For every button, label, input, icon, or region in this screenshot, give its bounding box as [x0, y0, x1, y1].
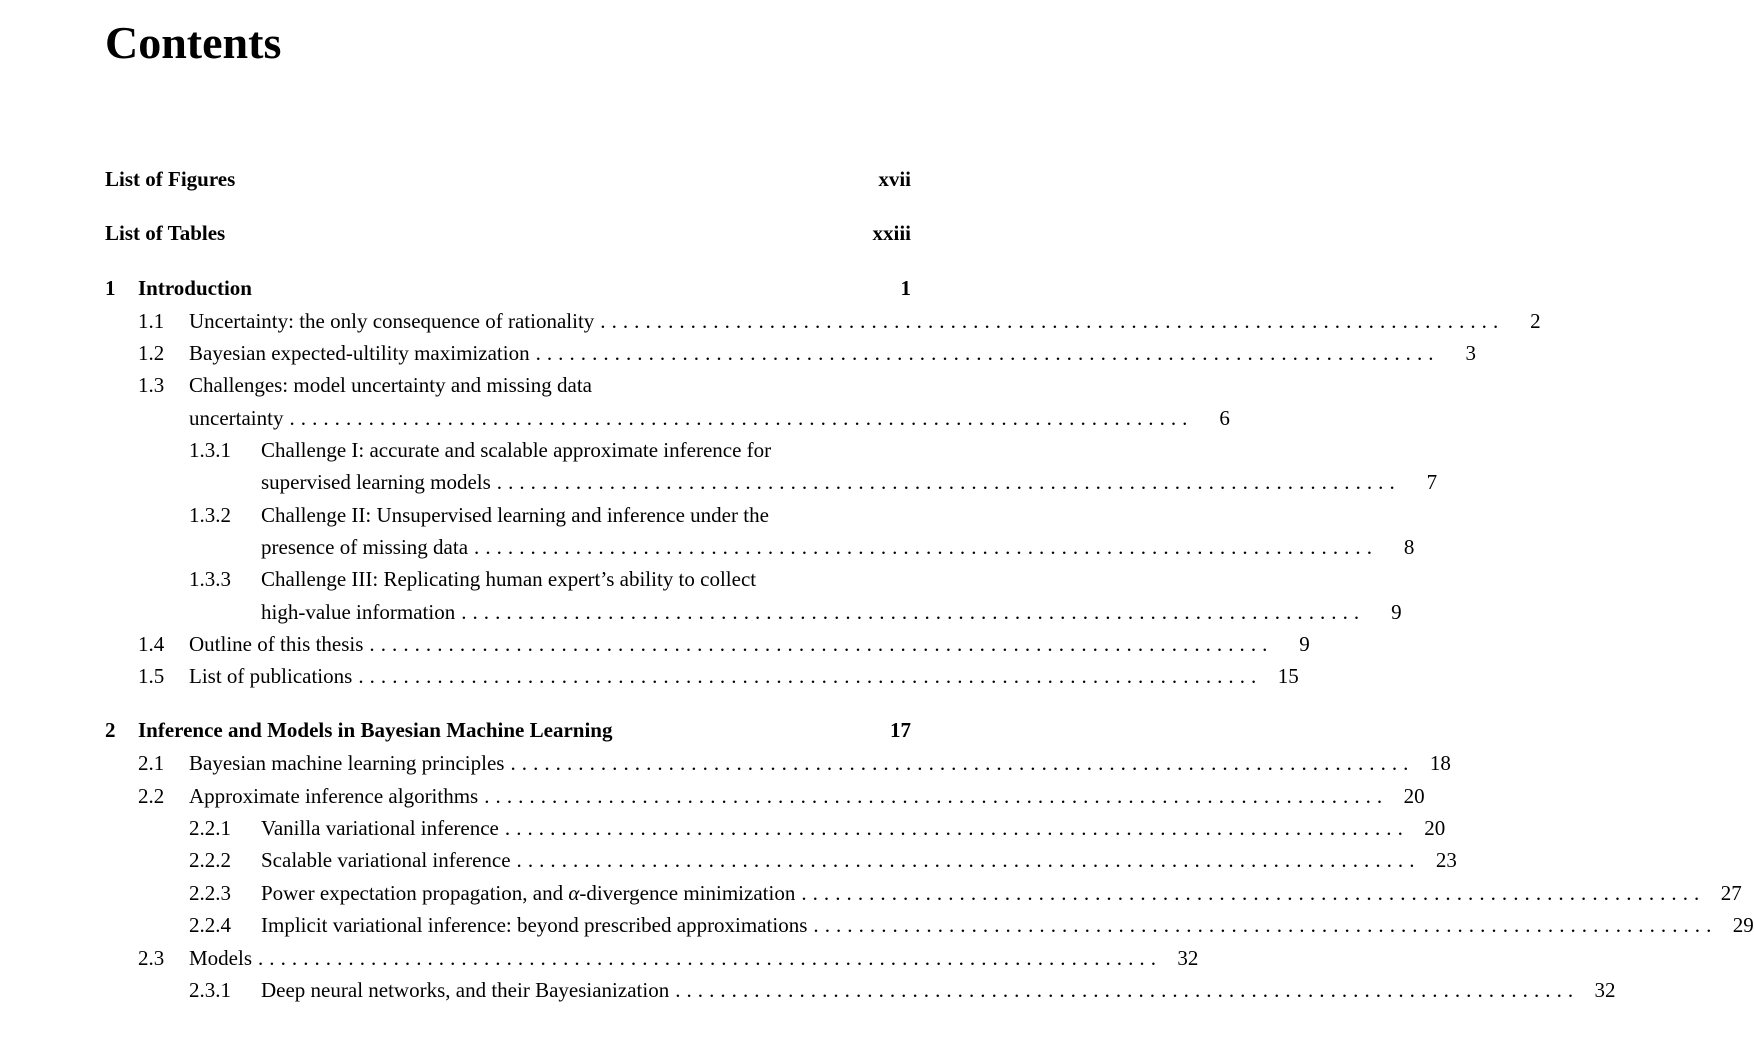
toc-subsection-2-2-3[interactable]	[189, 878, 1742, 908]
toc-section-1-2[interactable]	[138, 338, 1476, 368]
dot-leader: . . . . . . . . . . . . . . . . . . . . . . . . . . . . . . . . . . . . . . . . . . . . . . . . . . . . . . . . . . . . . . . . . . . . . . . . . . . . . . . .	[369, 632, 1268, 656]
dot-leader: . . . . . . . . . . . . . . . . . . . . . . . . . . . . . . . . . . . . . . . . . . . . . . . . . . . . . . . . . . . . . . . . . . . . . . . . . . . . . . . .	[801, 881, 1700, 905]
dot-leader: . . . . . . . . . . . . . . . . . . . . . . . . . . . . . . . . . . . . . . . . . . . . . . . . . . . . . . . . . . . . . . . . . . . . . . . . . . . . . . . .	[813, 913, 1712, 937]
section-number: 2.2	[138, 784, 165, 808]
section-number: 1.5	[138, 664, 165, 688]
dot-leader: . . . . . . . . . . . . . . . . . . . . . . . . . . . . . . . . . . . . . . . . . . . . . . . . . . . . . . . . . . . . . . . . . . . . . . . . . . . . . . . .	[358, 664, 1257, 688]
toc-subsection-2-2-1[interactable]	[189, 813, 1446, 843]
section-title: List of publications	[189, 664, 353, 688]
section-page: 15	[1277, 664, 1299, 688]
toc-entry-list-of-figures[interactable]	[105, 164, 911, 194]
toc-entry-page: xvii	[878, 167, 911, 191]
dot-leader: . . . . . . . . . . . . . . . . . . . . . . . . . . . . . . . . . . . . . . . . . . . . . . . . . . . . . . . . . . . . . . . . . . . . . . . . . . . . . . . .	[258, 946, 1157, 970]
section-page: 6	[1219, 406, 1230, 430]
dot-leader: . . . . . . . . . . . . . . . . . . . . . . . . . . . . . . . . . . . . . . . . . . . . . . . . . . . . . . . . . . . . . . . . . . . . . . . . . . . . . . . .	[461, 600, 1360, 624]
toc-section-2-2[interactable]	[138, 781, 1425, 811]
toc-section-1-3[interactable]	[138, 370, 911, 400]
dot-leader: . . . . . . . . . . . . . . . . . . . . . . . . . . . . . . . . . . . . . . . . . . . . . . . . . . . . . . . . . . . . . . . . . . . . . . . . . . . . . . . .	[675, 978, 1574, 1002]
toc-subsection-1-3-3[interactable]	[189, 564, 911, 594]
subsection-page: 8	[1403, 535, 1415, 559]
toc-subsection-1-3-1[interactable]	[189, 435, 911, 465]
subsection-page: 29	[1732, 913, 1754, 937]
dot-leader: . . . . . . . . . . . . . . . . . . . . . . . . . . . . . . . . . . . . . . . . . . . . . . . . . . . . . . . . . . . . . . . . . . . . . . . . . . . . . . . .	[484, 784, 1383, 808]
subsection-number: 1.3.1	[189, 438, 231, 462]
subsection-title: Implicit variational inference: beyond prescribed approximations	[261, 913, 808, 937]
toc-section-1-4[interactable]	[138, 629, 1310, 659]
dot-leader: . . . . . . . . . . . . . . . . . . . . . . . . . . . . . . . . . . . . . . . . . . . . . . . . . . . . . . . . . . . . . . . . . . . . . . . . . . . . . . . .	[600, 309, 1499, 333]
section-page: 20	[1403, 784, 1425, 808]
toc-entry-list-of-tables[interactable]	[105, 218, 911, 248]
toc-entry-title: List of Tables	[105, 221, 226, 245]
chapter-page: 1	[900, 276, 911, 300]
toc-subsection-1-3-3-cont[interactable]	[261, 597, 1402, 627]
subsection-page: 32	[1594, 978, 1616, 1002]
toc-section-1-5[interactable]	[138, 661, 1299, 691]
section-title: Models	[189, 946, 252, 970]
section-page: 32	[1177, 946, 1199, 970]
subsection-title-cont: high-value information	[261, 600, 456, 624]
subsection-title-cont: presence of missing data	[261, 535, 469, 559]
dot-leader: . . . . . . . . . . . . . . . . . . . . . . . . . . . . . . . . . . . . . . . . . . . . . . . . . . . . . . . . . . . . . . . . . . . . . . . . . . . . . . . .	[504, 816, 1404, 840]
subsection-page: 9	[1391, 600, 1402, 624]
dot-leader: . . . . . . . . . . . . . . . . . . . . . . . . . . . . . . . . . . . . . . . . . . . . . . . . . . . . . . . . . . . . . . . . . . . . . . . . . . . . . . . .	[474, 535, 1373, 559]
toc-section-2-3[interactable]	[138, 943, 1199, 973]
subsection-number: 2.2.1	[189, 816, 231, 840]
subsection-number: 2.2.2	[189, 848, 231, 872]
subsection-title-cont: supervised learning models	[261, 470, 491, 494]
dot-leader: . . . . . . . . . . . . . . . . . . . . . . . . . . . . . . . . . . . . . . . . . . . . . . . . . . . . . . . . . . . . . . . . . . . . . . . . . . . . . . . .	[535, 341, 1434, 365]
subsection-number: 2.2.4	[189, 913, 231, 937]
subsection-page: 20	[1424, 816, 1446, 840]
dot-leader: . . . . . . . . . . . . . . . . . . . . . . . . . . . . . . . . . . . . . . . . . . . . . . . . . . . . . . . . . . . . . . . . . . . . . . . . . . . . . . . .	[496, 470, 1396, 494]
section-title: Approximate inference algorithms	[189, 784, 479, 808]
chapter-title: Inference and Models in Bayesian Machine Learning	[138, 718, 613, 742]
section-page: 2	[1530, 309, 1541, 333]
subsection-number: 2.3.1	[189, 978, 231, 1002]
toc-subsection-1-3-2[interactable]	[189, 500, 911, 530]
section-number: 1.3	[138, 373, 165, 397]
toc-entry-page: xxiii	[872, 221, 911, 245]
subsection-title: Vanilla variational inference	[261, 816, 499, 840]
section-number: 1.1	[138, 309, 165, 333]
toc-section-1-3-cont[interactable]	[189, 403, 1230, 433]
section-title-cont: uncertainty	[189, 406, 284, 430]
chapter-number: 1	[105, 276, 116, 300]
subsection-title: Challenge I: accurate and scalable approximate inference for	[261, 438, 772, 462]
subsection-title-pre: Power expectation propagation, and	[261, 881, 569, 905]
toc-subsection-2-2-2[interactable]	[189, 845, 1457, 875]
section-number: 1.2	[138, 341, 165, 365]
section-title: Outline of this thesis	[189, 632, 364, 656]
subsection-page: 7	[1426, 470, 1438, 494]
toc-subsection-2-2-4[interactable]	[189, 910, 1754, 940]
section-number: 1.4	[138, 632, 165, 656]
toc-subsection-1-3-2-cont[interactable]	[261, 532, 1415, 562]
section-page: 18	[1429, 751, 1451, 775]
section-number: 2.3	[138, 946, 165, 970]
chapter-number: 2	[105, 718, 116, 742]
toc-section-1-1[interactable]	[138, 306, 1541, 336]
toc-section-2-1[interactable]	[138, 748, 1451, 778]
section-title: Bayesian machine learning principles	[189, 751, 505, 775]
section-number: 2.1	[138, 751, 165, 775]
toc-subsection-1-3-1-cont[interactable]	[261, 467, 1438, 497]
subsection-title-post: -divergence minimization	[579, 881, 796, 905]
subsection-title: Challenge III: Replicating human expert’s ability to collect	[261, 567, 757, 591]
toc-entry-title: List of Figures	[105, 167, 236, 191]
subsection-title	[261, 878, 795, 908]
alpha-symbol: α	[568, 881, 580, 905]
section-title: Uncertainty: the only consequence of rationality	[189, 309, 595, 333]
chapter-page: 17	[890, 718, 911, 742]
subsection-number: 2.2.3	[189, 881, 231, 905]
subsection-title: Deep neural networks, and their Bayesianization	[261, 978, 670, 1002]
chapter-title: Introduction	[138, 276, 252, 300]
dot-leader: . . . . . . . . . . . . . . . . . . . . . . . . . . . . . . . . . . . . . . . . . . . . . . . . . . . . . . . . . . . . . . . . . . . . . . . . . . . . . . . .	[289, 406, 1188, 430]
subsection-number: 1.3.2	[189, 503, 231, 527]
subsection-page: 27	[1720, 881, 1742, 905]
toc-subsection-2-3-1[interactable]	[189, 975, 1616, 1005]
page-title: Contents	[105, 17, 282, 68]
section-title: Bayesian expected-ultility maximization	[189, 341, 530, 365]
section-title: Challenges: model uncertainty and missing data	[189, 373, 592, 397]
subsection-number: 1.3.3	[189, 567, 231, 591]
toc-chapter-2[interactable]	[105, 715, 911, 745]
subsection-page: 23	[1435, 848, 1457, 872]
section-page: 9	[1299, 632, 1310, 656]
dot-leader: . . . . . . . . . . . . . . . . . . . . . . . . . . . . . . . . . . . . . . . . . . . . . . . . . . . . . . . . . . . . . . . . . . . . . . . . . . . . . . . .	[510, 751, 1409, 775]
subsection-title: Scalable variational inference	[261, 848, 511, 872]
toc-chapter-1[interactable]	[105, 273, 911, 303]
section-page: 3	[1465, 341, 1476, 365]
subsection-title: Challenge II: Unsupervised learning and inference under the	[261, 503, 769, 527]
dot-leader: . . . . . . . . . . . . . . . . . . . . . . . . . . . . . . . . . . . . . . . . . . . . . . . . . . . . . . . . . . . . . . . . . . . . . . . . . . . . . . . .	[516, 848, 1415, 872]
